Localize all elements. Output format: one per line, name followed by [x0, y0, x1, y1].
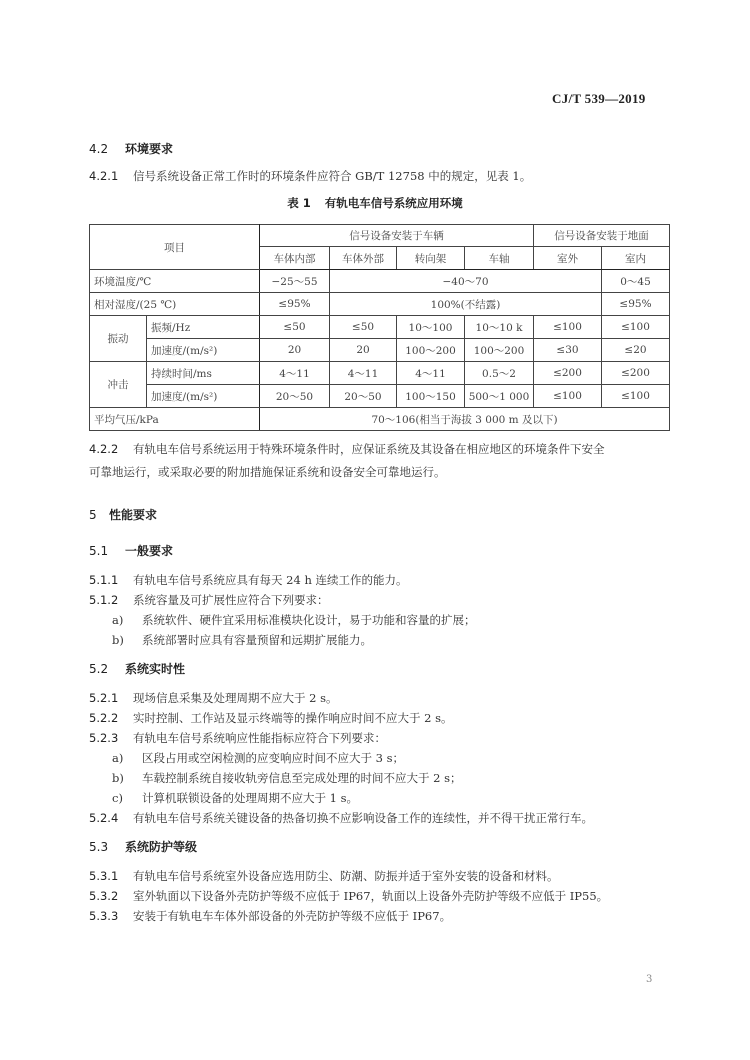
clause-number: 5.1.1: [89, 573, 119, 587]
clause-number: 5.3.2: [89, 889, 119, 903]
clause-number: 5.2.2: [89, 711, 119, 725]
section-number: 5.3: [89, 840, 109, 854]
section-number: 4.2: [89, 142, 109, 156]
paragraph-4-2-1: [89, 168, 531, 184]
clause-number: 5.3.3: [89, 909, 119, 923]
section-title: 环境要求: [125, 142, 174, 156]
row-group-label: 冲击: [90, 362, 147, 408]
list-item-label: b): [112, 771, 124, 785]
table-number: 表 1: [287, 196, 311, 210]
cell: ≤95%: [602, 293, 670, 316]
section-number: 5: [89, 508, 97, 522]
cell: 4～11: [260, 362, 330, 385]
clause-number: 5.3.1: [89, 869, 119, 883]
header-col: 车体外部: [330, 247, 397, 270]
clause-text: 室外轨面以下设备外壳防护等级不应低于 IP67，轨面以上设备外壳防护等级不应低于 IP55。: [133, 889, 609, 903]
cell: 20～50: [330, 385, 397, 408]
paragraph-5-3-1: [89, 868, 559, 884]
paragraph-5-2-1: [89, 690, 338, 706]
list-item-text: 系统软件、硬件宜采用标准模块化设计，易于功能和容量的扩展；: [142, 613, 476, 627]
row-label: 环境温度/℃: [90, 270, 260, 293]
paragraph-4-2-2-cont: [89, 464, 446, 480]
clause-text: 有轨电车信号系统响应性能指标应符合下列要求：: [133, 731, 386, 745]
header-col: 室内: [602, 247, 670, 270]
cell: ≤200: [534, 362, 602, 385]
section-heading-5-1: [89, 542, 173, 559]
list-item: [112, 612, 476, 628]
cell-merged: −40～70: [330, 270, 602, 293]
section-number: 5.1: [89, 544, 109, 558]
clause-text: 有轨电车信号系统关键设备的热备切换不应影响设备工作的连续性，并不得干扰正常行车。: [133, 811, 593, 825]
section-heading-5: [89, 506, 157, 523]
section-heading-5-2: [89, 660, 185, 677]
row-label: 相对湿度/(25 ℃): [90, 293, 260, 316]
cell: 20: [330, 339, 397, 362]
cell: ≤50: [330, 316, 397, 339]
clause-number: 4.2.1: [89, 169, 119, 183]
cell: ≤20: [602, 339, 670, 362]
clause-text: 有轨电车信号系统应具有每天 24 h 连续工作的能力。: [133, 573, 408, 587]
cell: 20: [260, 339, 330, 362]
list-item: [112, 790, 358, 806]
section-title: 一般要求: [125, 544, 174, 558]
list-item: [112, 770, 462, 786]
clause-text: 信号系统设备正常工作时的环境条件应符合 GB/T 12758 中的规定，见表 1。: [133, 169, 532, 183]
paragraph-5-2-3: [89, 730, 386, 746]
table-caption: [0, 195, 750, 211]
cell: 10～10 k: [465, 316, 534, 339]
clause-text: 安装于有轨电车车体外部设备的外壳防护等级不应低于 IP67。: [133, 909, 452, 923]
list-item-text: 计算机联锁设备的处理周期不应大于 1 s。: [142, 791, 359, 805]
cell: 10～100: [397, 316, 465, 339]
header-item: 项目: [90, 225, 260, 270]
row-label: 加速度/(m/s²): [147, 385, 260, 408]
cell: 4～11: [330, 362, 397, 385]
section-title: 系统防护等级: [125, 840, 198, 854]
clause-text-line1: 有轨电车信号系统运用于特殊环境条件时，应保证系统及其设备在相应地区的环境条件下安全: [133, 442, 605, 456]
clause-text: 有轨电车信号系统室外设备应选用防尘、防潮、防振并适于室外安装的设备和材料。: [133, 869, 559, 883]
cell: 0～45: [602, 270, 670, 293]
cell: ≤30: [534, 339, 602, 362]
cell: ≤95%: [260, 293, 330, 316]
table-row: [90, 270, 670, 293]
paragraph-5-1-1: [89, 572, 408, 588]
cell: ≤100: [534, 385, 602, 408]
table-row: [90, 293, 670, 316]
row-label: 平均气压/kPa: [90, 408, 260, 431]
row-label: 持续时间/ms: [147, 362, 260, 385]
clause-text: 系统容量及可扩展性应符合下列要求：: [133, 593, 329, 607]
table-row: [90, 362, 670, 385]
clause-number: 4.2.2: [89, 442, 119, 456]
header-col: 室外: [534, 247, 602, 270]
clause-number: 5.2.4: [89, 811, 119, 825]
list-item-text: 系统部署时应具有容量预留和远期扩展能力。: [142, 633, 372, 647]
row-label: 加速度/(m/s²): [147, 339, 260, 362]
table-header-row: [90, 225, 670, 247]
cell-merged: 100%(不结露): [330, 293, 602, 316]
cell-merged: 70～106(相当于海拔 3 000 m 及以下): [260, 408, 670, 431]
cell: ≤100: [534, 316, 602, 339]
paragraph-5-1-2: [89, 592, 329, 608]
section-heading-4-2: [89, 140, 173, 157]
paragraph-5-3-2: [89, 888, 608, 904]
section-title: 系统实时性: [125, 662, 186, 676]
list-item: [112, 632, 372, 648]
clause-number: 5.2.1: [89, 691, 119, 705]
table-row: [90, 385, 670, 408]
cell: 20～50: [260, 385, 330, 408]
environment-table: [89, 224, 670, 431]
table-row: [90, 316, 670, 339]
cell: ≤50: [260, 316, 330, 339]
header-col: 车轴: [465, 247, 534, 270]
section-title: 性能要求: [109, 508, 158, 522]
section-number: 5.2: [89, 662, 109, 676]
clause-text: 现场信息采集及处理周期不应大于 2 s。: [133, 691, 338, 705]
table-row: [90, 339, 670, 362]
cell: ≤100: [602, 316, 670, 339]
list-item-text: 车载控制系统自接收轨旁信息至完成处理的时间不应大于 2 s；: [142, 771, 462, 785]
page-number: 3: [646, 974, 653, 985]
standard-code: CJ/T 539—2019: [552, 91, 646, 106]
paragraph-5-2-2: [89, 710, 453, 726]
paragraph-5-3-3: [89, 908, 451, 924]
paragraph-4-2-2: [89, 441, 605, 457]
cell: 0.5～2: [465, 362, 534, 385]
list-item-label: b): [112, 633, 124, 647]
header-group-vehicle: 信号设备安装于车辆: [260, 225, 534, 247]
cell: 100～150: [397, 385, 465, 408]
cell: ≤100: [602, 385, 670, 408]
list-item-text: 区段占用或空闲检测的应变响应时间不应大于 3 s；: [142, 751, 405, 765]
list-item: [112, 750, 404, 766]
header-col: 转向架: [397, 247, 465, 270]
header-group-ground: 信号设备安装于地面: [534, 225, 670, 247]
cell: 100～200: [465, 339, 534, 362]
list-item-label: a): [112, 613, 124, 627]
cell: ≤200: [602, 362, 670, 385]
cell: 100～200: [397, 339, 465, 362]
clause-text-line2: 可靠地运行，或采取必要的附加措施保证系统和设备安全可靠地运行。: [89, 465, 446, 479]
list-item-label: c): [112, 791, 123, 805]
cell: −25～55: [260, 270, 330, 293]
paragraph-5-2-4: [89, 810, 593, 826]
cell: 4～11: [397, 362, 465, 385]
clause-text: 实时控制、工作站及显示终端等的操作响应时间不应大于 2 s。: [133, 711, 453, 725]
table-title: 有轨电车信号系统应用环境: [324, 196, 463, 210]
header-col: 车体内部: [260, 247, 330, 270]
clause-number: 5.2.3: [89, 731, 119, 745]
row-group-label: 振动: [90, 316, 147, 362]
list-item-label: a): [112, 751, 124, 765]
section-heading-5-3: [89, 838, 197, 855]
cell: 500～1 000: [465, 385, 534, 408]
clause-number: 5.1.2: [89, 593, 119, 607]
table-row: [90, 408, 670, 431]
row-label: 振频/Hz: [147, 316, 260, 339]
